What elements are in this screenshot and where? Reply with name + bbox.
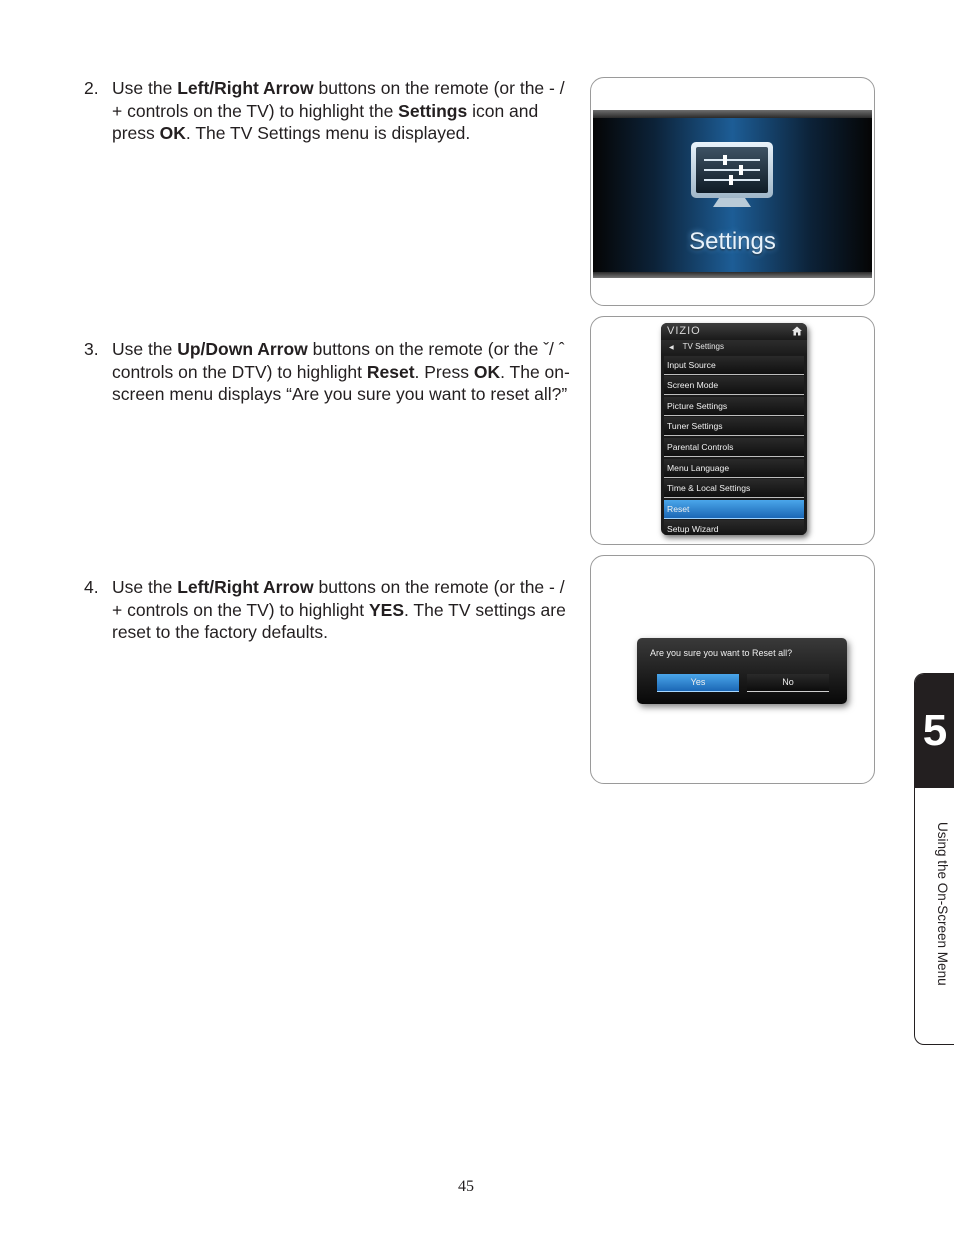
step-text-segment: . The TV settings are reset to the factory defaults. <box>112 599 566 642</box>
page-number: 45 <box>458 1178 474 1195</box>
bold-term: Settings <box>398 100 468 121</box>
home-icon <box>792 326 802 336</box>
step-text-segment: Use the <box>112 577 178 597</box>
step-text <box>112 576 574 644</box>
menu-item-picture-settings[interactable]: Picture Settings <box>664 397 804 416</box>
tv-settings-menu <box>661 323 807 535</box>
step-number: 3. <box>84 339 99 359</box>
brand-logo: VIZIO <box>667 325 701 337</box>
menu-items <box>661 356 807 535</box>
yes-button[interactable]: Yes <box>657 674 739 692</box>
no-button[interactable]: No <box>747 674 829 692</box>
step-number: 4. <box>84 577 99 597</box>
menu-item-input-source[interactable]: Input Source <box>664 356 804 375</box>
dialog-question: Are you sure you want to Reset all? <box>650 648 793 658</box>
step-text-segment: Use the <box>112 78 178 98</box>
step-text <box>112 338 574 406</box>
step-text-segment: . The TV Settings menu is displayed. <box>185 123 471 143</box>
menu-item-time-local-settings[interactable]: Time & Local Settings <box>664 479 804 498</box>
tv-settings-icon <box>689 140 775 212</box>
bold-term: Left/Right Arrow <box>177 577 314 597</box>
menu-item-menu-language[interactable]: Menu Language <box>664 459 804 478</box>
step-3 <box>84 338 574 406</box>
step-2 <box>84 77 574 145</box>
chapter-number: 5 <box>915 674 954 788</box>
settings-label: Settings <box>689 228 776 255</box>
menu-item-parental-controls[interactable]: Parental Controls <box>664 438 804 457</box>
bold-term: Up/Down Arrow <box>177 339 308 359</box>
reset-confirm-dialog <box>637 638 847 704</box>
menu-item-tuner-settings[interactable]: Tuner Settings <box>664 417 804 436</box>
step-text-segment: . Press <box>414 361 474 382</box>
chapter-title: Using the On-Screen Menu <box>935 822 950 986</box>
bold-term: Left/Right Arrow <box>177 78 314 98</box>
dialog-screenshot <box>590 555 875 784</box>
menu-header <box>661 323 807 340</box>
bold-term: Reset <box>366 361 415 382</box>
settings-screen <box>593 110 872 278</box>
menu-submenu-title: ◀ TV Settings <box>661 340 807 354</box>
step-text <box>112 77 574 145</box>
back-arrow-icon: ◀ <box>669 345 674 351</box>
chapter-tab <box>914 673 954 1045</box>
step-text-segment: icon and press <box>112 100 539 143</box>
bold-term: OK <box>473 361 501 382</box>
bold-term: OK <box>159 123 186 143</box>
step-4 <box>84 576 574 644</box>
step-text-segment: . The on-screen menu displays “Are you sure you want to reset all?” <box>112 361 570 404</box>
step-text-segment: buttons on the remote (or the ˇ/ ˆ controls on the DTV) to highlight <box>112 339 565 382</box>
menu-item-setup-wizard[interactable]: Setup Wizard <box>664 520 804 535</box>
step-text-segment: buttons on the remote (or the - / + controls on the TV) to highlight the <box>112 78 565 121</box>
settings-screenshot <box>590 77 875 306</box>
step-text-segment: Use the <box>112 339 178 359</box>
step-number: 2. <box>84 78 99 98</box>
bold-term: YES <box>368 599 405 620</box>
step-text-segment: buttons on the remote (or the - / + controls on the TV) to highlight <box>112 577 565 620</box>
menu-item-screen-mode[interactable]: Screen Mode <box>664 376 804 395</box>
menu-item-reset[interactable]: Reset <box>664 500 804 519</box>
menu-screenshot <box>590 316 875 545</box>
